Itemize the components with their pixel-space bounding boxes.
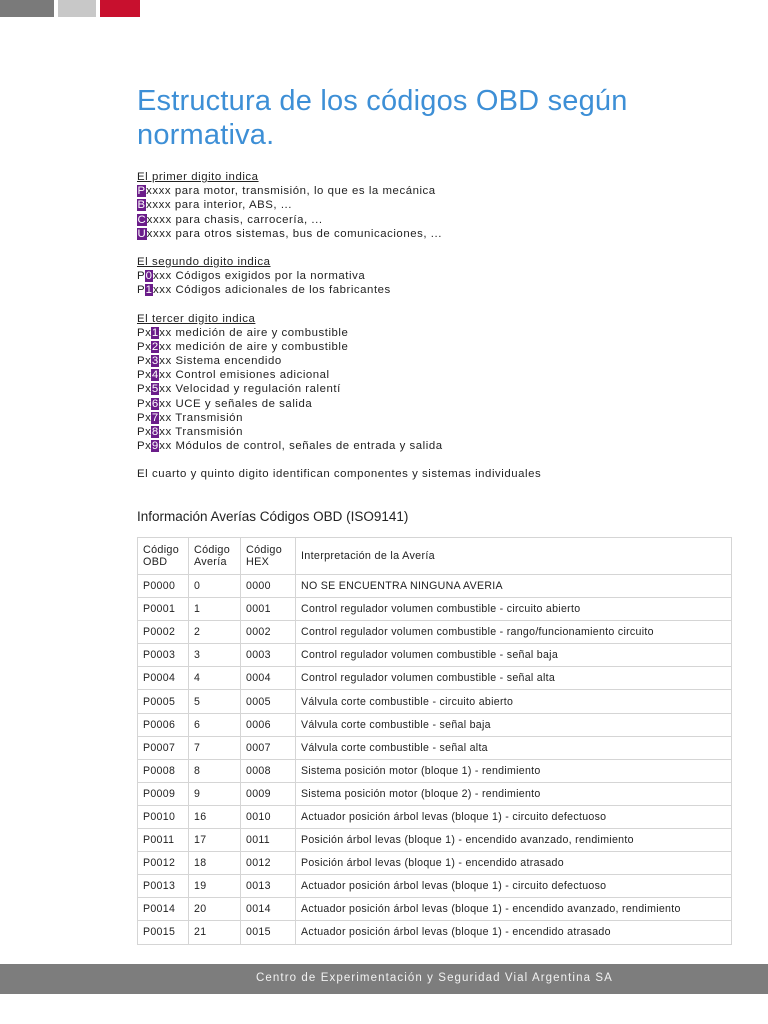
table-cell: Actuador posición árbol levas (bloque 1) - circuito defectuoso: [296, 805, 732, 828]
table-cell: Control regulador volumen combustible - señal baja: [296, 644, 732, 667]
table-row: [138, 575, 732, 598]
table-cell: P0000: [138, 575, 189, 598]
table-cell: 0006: [241, 713, 296, 736]
table-cell: P0003: [138, 644, 189, 667]
code-line: [137, 198, 757, 212]
table-cell: P0009: [138, 782, 189, 805]
table-cell: 0005: [241, 690, 296, 713]
obd-codes-table: [137, 537, 732, 945]
section-heading: El primer digito indica: [137, 171, 259, 183]
table-cell: 0004: [241, 667, 296, 690]
table-cell: Válvula corte combustible - señal baja: [296, 713, 732, 736]
table-row: [138, 829, 732, 852]
table-cell: P0006: [138, 713, 189, 736]
table-row: [138, 852, 732, 875]
table-cell: 0000: [241, 575, 296, 598]
highlighted-digit: 1: [145, 284, 153, 297]
code-description: xxx Códigos exigidos por la normativa: [153, 270, 366, 283]
highlighted-digit: B: [137, 199, 146, 212]
code-prefix: Px: [137, 326, 152, 339]
table-cell: P0013: [138, 875, 189, 898]
table-cell: 0007: [241, 736, 296, 759]
highlighted-digit: U: [137, 227, 147, 240]
code-line: [137, 382, 757, 396]
table-cell: Válvula corte combustible - circuito abierto: [296, 690, 732, 713]
code-description: xx Sistema encendido: [159, 355, 282, 368]
table-cell: Sistema posición motor (bloque 2) - rendimiento: [296, 782, 732, 805]
table-row: [138, 736, 732, 759]
table-header-row: [138, 538, 732, 575]
table-cell: 0: [189, 575, 241, 598]
table-row: [138, 875, 732, 898]
code-prefix: Px: [137, 383, 152, 396]
table-cell: 0002: [241, 621, 296, 644]
page-title: Estructura de los códigos OBD según normativa.: [137, 85, 628, 151]
highlighted-digit: 6: [151, 397, 159, 410]
code-description: xx medición de aire y combustible: [159, 340, 349, 353]
highlighted-digit: C: [137, 213, 147, 226]
highlighted-digit: 9: [151, 440, 159, 453]
section-gap: [137, 453, 757, 467]
code-line: [137, 354, 757, 368]
code-description: xx UCE y señales de salida: [159, 397, 313, 410]
table-cell: 3: [189, 644, 241, 667]
header-text: Código: [246, 544, 283, 556]
table-cell: 0003: [241, 644, 296, 667]
code-description: xxxx para interior, ABS, ...: [146, 199, 292, 212]
table-row: [138, 667, 732, 690]
code-description: xx Transmisión: [159, 411, 243, 424]
code-line: [137, 411, 757, 425]
table-cell: P0010: [138, 805, 189, 828]
code-prefix: Px: [137, 355, 152, 368]
code-line: [137, 213, 757, 227]
code-prefix: Px: [137, 397, 152, 410]
table-cell: Válvula corte combustible - señal alta: [296, 736, 732, 759]
highlighted-digit: 1: [151, 326, 159, 339]
code-line: [137, 326, 757, 340]
table-body: [138, 575, 732, 945]
table-cell: P0008: [138, 759, 189, 782]
table-cell: P0001: [138, 598, 189, 621]
code-description: xx Control emisiones adicional: [159, 369, 330, 382]
code-prefix: Px: [137, 340, 152, 353]
table-cell: 9: [189, 782, 241, 805]
header-tab-red: [100, 0, 140, 17]
table-cell: NO SE ENCUENTRA NINGUNA AVERIA: [296, 575, 732, 598]
highlighted-digit: P: [137, 185, 146, 198]
code-line: [137, 184, 757, 198]
table-cell: 0009: [241, 782, 296, 805]
code-line: [137, 269, 757, 283]
table-cell: 0014: [241, 898, 296, 921]
code-line: [137, 425, 757, 439]
table-cell: P0012: [138, 852, 189, 875]
code-line: [137, 368, 757, 382]
table-cell: 0012: [241, 852, 296, 875]
section-gap: [137, 241, 757, 255]
code-description: xxxx para otros sistemas, bus de comunicaciones, ...: [146, 227, 442, 240]
highlighted-digit: 3: [151, 355, 159, 368]
obd-structure-content: [137, 170, 757, 482]
code-line: [137, 227, 757, 241]
table-row: [138, 690, 732, 713]
code-line: [137, 397, 757, 411]
section-heading: El segundo digito indica: [137, 255, 271, 268]
table-cell: P0015: [138, 921, 189, 944]
table-header-cell: [138, 538, 189, 575]
highlighted-digit: 4: [151, 369, 159, 382]
header-text: Código: [194, 544, 231, 556]
highlighted-digit: 2: [151, 340, 159, 353]
table-cell: Posición árbol levas (bloque 1) - encendido atrasado: [296, 852, 732, 875]
table-cell: P0005: [138, 690, 189, 713]
table-cell: 0013: [241, 875, 296, 898]
header-text: OBD: [143, 556, 168, 568]
table-cell: 7: [189, 736, 241, 759]
table-cell: Actuador posición árbol levas (bloque 1) - encendido atrasado: [296, 921, 732, 944]
table-cell: Control regulador volumen combustible - circuito abierto: [296, 598, 732, 621]
footer-text: Centro de Experimentación y Seguridad Vial Argentina SA: [256, 972, 613, 984]
header-text: Interpretación de la Avería: [301, 550, 435, 562]
header-tab-light: [58, 0, 96, 17]
code-line: [137, 439, 757, 453]
table-header-cell: [296, 538, 732, 575]
code-prefix: P: [137, 284, 146, 297]
code-line: [137, 340, 757, 354]
code-prefix: P: [137, 270, 146, 283]
table-cell: 0001: [241, 598, 296, 621]
code-description: xx Transmisión: [159, 426, 243, 438]
table-cell: 19: [189, 875, 241, 898]
table-row: [138, 598, 732, 621]
table-cell: 6: [189, 713, 241, 736]
table-row: [138, 713, 732, 736]
header-tab-dark: [0, 0, 54, 17]
table-cell: 0011: [241, 829, 296, 852]
table-cell: Actuador posición árbol levas (bloque 1) - circuito defectuoso: [296, 875, 732, 898]
section-heading: El tercer digito indica: [137, 312, 256, 325]
table-cell: Control regulador volumen combustible - señal alta: [296, 667, 732, 690]
header-text: Código: [143, 544, 180, 556]
code-description: xxx Códigos adicionales de los fabricantes: [153, 284, 391, 297]
footer-bar: [0, 964, 768, 994]
code-prefix: Px: [137, 426, 152, 438]
table-row: [138, 782, 732, 805]
table-cell: Sistema posición motor (bloque 1) - rendimiento: [296, 759, 732, 782]
table-cell: 2: [189, 621, 241, 644]
table-cell: Control regulador volumen combustible - rango/funcionamiento circuito: [296, 621, 732, 644]
table-cell: 16: [189, 805, 241, 828]
code-description: xxxx para motor, transmisión, lo que es la mecánica: [146, 185, 436, 198]
table-cell: Actuador posición árbol levas (bloque 1) - encendido avanzado, rendimiento: [296, 898, 732, 921]
highlighted-digit: 0: [145, 270, 153, 283]
highlighted-digit: 5: [151, 383, 159, 396]
section-gap: [137, 298, 757, 312]
table-cell: 17: [189, 829, 241, 852]
table-cell: Posición árbol levas (bloque 1) - encendido avanzado, rendimiento: [296, 829, 732, 852]
table-row: [138, 898, 732, 921]
code-prefix: Px: [137, 411, 152, 424]
table-cell: P0002: [138, 621, 189, 644]
table-cell: 20: [189, 898, 241, 921]
code-prefix: Px: [137, 440, 152, 453]
header-text: HEX: [246, 556, 270, 568]
code-description: xx medición de aire y combustible: [159, 326, 349, 339]
header-tabs: [0, 0, 145, 17]
highlighted-digit: 8: [151, 426, 159, 438]
table-cell: 21: [189, 921, 241, 944]
table-row: [138, 621, 732, 644]
code-description: xx Velocidad y regulación ralentí: [159, 383, 341, 396]
table-cell: P0014: [138, 898, 189, 921]
code-line: [137, 283, 757, 297]
table-cell: 0008: [241, 759, 296, 782]
table-header-cell: [189, 538, 241, 575]
table-cell: 18: [189, 852, 241, 875]
table-cell: P0007: [138, 736, 189, 759]
table-cell: 1: [189, 598, 241, 621]
table-row: [138, 644, 732, 667]
table-header-cell: [241, 538, 296, 575]
code-description: xx Módulos de control, señales de entrada y salida: [159, 440, 443, 453]
table-cell: 4: [189, 667, 241, 690]
code-prefix: Px: [137, 369, 152, 382]
closing-note: El cuarto y quinto digito identifican componentes y sistemas individuales: [137, 468, 542, 481]
table-row: [138, 921, 732, 944]
table-cell: 5: [189, 690, 241, 713]
highlighted-digit: 7: [151, 411, 159, 424]
table-row: [138, 805, 732, 828]
header-text: Avería: [194, 556, 227, 568]
table-cell: P0004: [138, 667, 189, 690]
code-description: xxxx para chasis, carrocería, ...: [146, 213, 323, 226]
table-title: Información Averías Códigos OBD (ISO9141): [137, 509, 409, 524]
table-cell: 0010: [241, 805, 296, 828]
table-row: [138, 759, 732, 782]
table-cell: 8: [189, 759, 241, 782]
table-cell: P0011: [138, 829, 189, 852]
table-cell: 0015: [241, 921, 296, 944]
